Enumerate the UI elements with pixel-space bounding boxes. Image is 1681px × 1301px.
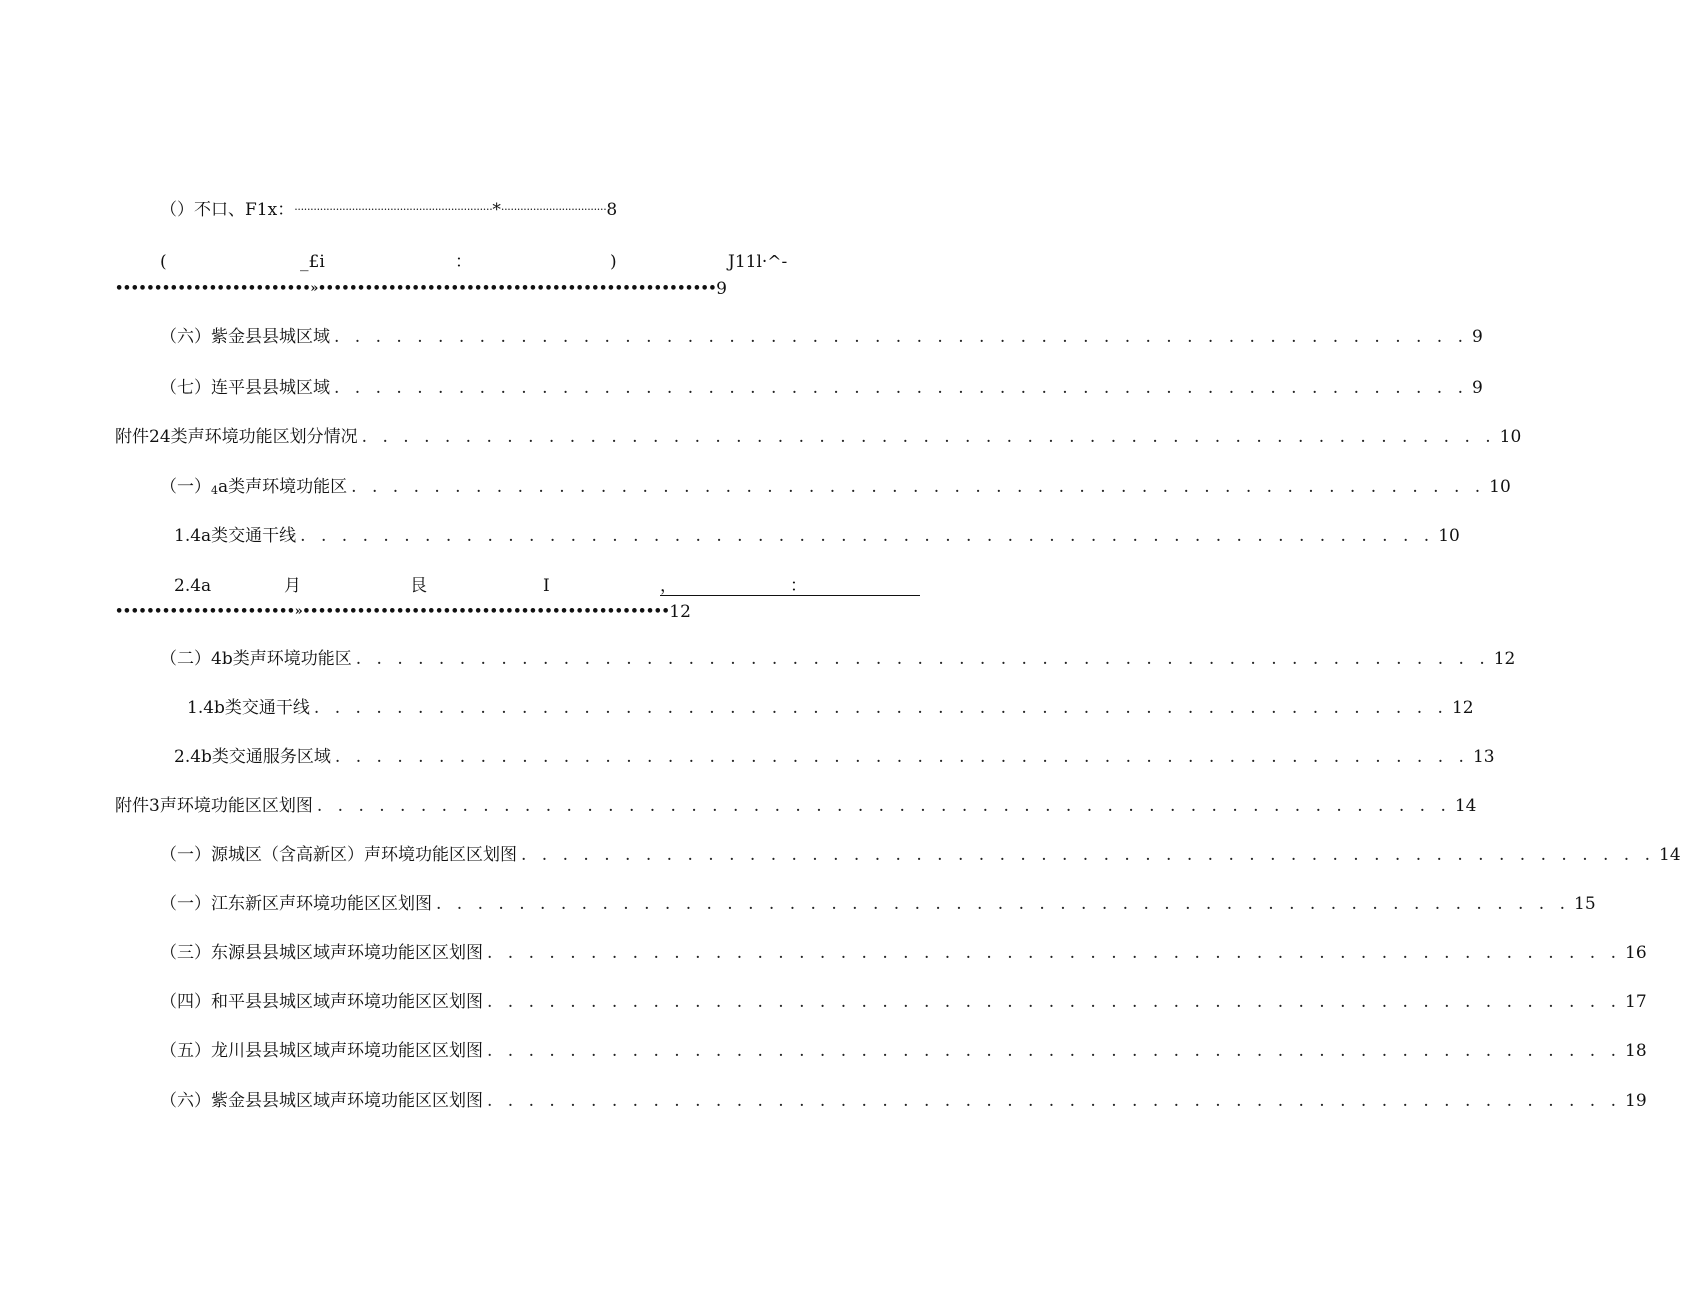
toc-page-number: 18 (1625, 1041, 1647, 1061)
toc-glyph: 艮 (410, 576, 427, 596)
toc-leader: . . . . . . . . . . . . . . . . . . . . . . . . . . . . . . . . . . . . . . . . . . . . . . . . . . . . . . . (334, 378, 1469, 398)
toc-label: （七）连平县县城区域 (160, 378, 330, 398)
toc-leader: . . . . . . . . . . . . . . . . . . . . . . . . . . . . . . . . . . . . . . . . . . . . . . . . . . . . . . . (361, 427, 1496, 447)
toc-label: （一）源城区（含高新区）声环境功能区区划图 (160, 845, 517, 865)
toc-entry (160, 378, 1483, 398)
toc-label: 附件3声环境功能区区划图 (115, 796, 313, 816)
toc-page-number: 12 (1451, 698, 1474, 718)
toc-leader: . . . . . . . . . . . . . . . . . . . . . . . . . . . . . . . . . . . . . . . . . . . . . . . . . . . . . . . (487, 992, 1622, 1012)
toc-leader: •••••••••••••••••••••••••»••••••••••••••••••••••••••••••••••••••••••••••••••• (115, 281, 717, 296)
toc-leader: . . . . . . . . . . . . . . . . . . . . . . . . . . . . . . . . . . . . . . . . . . . . . . . . . . . . . . . (487, 1091, 1622, 1111)
toc-entry (160, 1041, 1647, 1061)
toc-leader: . . . . . . . . . . . . . . . . . . . . . . . . . . . . . . . . . . . . . . . . . . . . . . . . . . . . . . . (355, 649, 1490, 669)
toc-label: 2.4a (174, 576, 212, 596)
toc-leader: . . . . . . . . . . . . . . . . . . . . . . . . . . . . . . . . . . . . . . . . . . . . . . . . . . . . . . . (487, 1041, 1622, 1061)
toc-label: 1.4a类交通干线 (174, 526, 297, 546)
underline-fill (660, 594, 920, 596)
toc-leader: ································· (500, 203, 607, 216)
toc-entry (160, 894, 1596, 914)
toc-entry (115, 427, 1522, 447)
toc-leader: . . . . . . . . . . . . . . . . . . . . . . . . . . . . . . . . . . . . . . . . . . . . . . . . . . . . . . . (316, 796, 1451, 816)
toc-entry (160, 327, 1483, 347)
toc-leader: . . . . . . . . . . . . . . . . . . . . . . . . . . . . . . . . . . . . . . . . . . . . . . . . . . . . . . . (521, 845, 1656, 865)
toc-entry (187, 698, 1474, 718)
toc-page-number: 9 (1472, 327, 1483, 347)
toc-label: 2.4b类交通服务区域 (174, 747, 331, 767)
toc-leader: . . . . . . . . . . . . . . . . . . . . . . . . . . . . . . . . . . . . . . . . . . . . . . . . . . . . . . . (436, 894, 1571, 914)
toc-entry (160, 1091, 1647, 1111)
toc-page-number: 12 (669, 602, 691, 622)
toc-leader: . . . . . . . . . . . . . . . . . . . . . . . . . . . . . . . . . . . . . . . . . . . . . . . . . . . . . . . (487, 943, 1622, 963)
toc-page-number: 16 (1625, 943, 1647, 963)
toc-row-garbled-1 (160, 200, 730, 220)
toc-leader: . . . . . . . . . . . . . . . . . . . . . . . . . . . . . . . . . . . . . . . . . . . . . . . . . . . . . . . (351, 477, 1486, 497)
toc-leader: . . . . . . . . . . . . . . . . . . . . . . . . . . . . . . . . . . . . . . . . . . . . . . . . . . . . . . . (300, 526, 1435, 546)
toc-label: （二）4b类声环境功能区 (160, 649, 352, 669)
toc-label: （三）东源县县城区域声环境功能区区划图 (160, 943, 483, 963)
toc-entry (160, 477, 1511, 501)
toc-glyph: ) (610, 252, 617, 272)
toc-label: （）不口、F1x： (160, 200, 295, 220)
toc-entry (174, 747, 1495, 767)
toc-label: （一）江东新区声环境功能区区划图 (160, 894, 432, 914)
toc-entry (115, 796, 1477, 816)
toc-page-number: 15 (1574, 894, 1596, 914)
toc-page-number: 17 (1625, 992, 1647, 1012)
toc-page-number: 12 (1493, 649, 1516, 669)
toc-page-number: 14 (1454, 796, 1477, 816)
toc-entry (160, 845, 1681, 865)
toc-entry (160, 992, 1647, 1012)
toc-page-number: 10 (1438, 526, 1460, 546)
toc-entry (174, 526, 1460, 546)
toc-row-garbled-1-cont (115, 279, 727, 299)
toc-entry (160, 649, 1516, 669)
toc-leader: . . . . . . . . . . . . . . . . . . . . . . . . . . . . . . . . . . . . . . . . . . . . . . . . . . . . . . . (334, 747, 1469, 767)
toc-label: （六）紫金县县城区域 (160, 327, 330, 347)
toc-entry (160, 943, 1647, 963)
toc-star: * (492, 200, 501, 220)
toc-label: 附件24类声环境功能区划分情况 (115, 427, 358, 447)
toc-row-garbled-2-cont (115, 602, 691, 622)
toc-page-number: 10 (1489, 477, 1511, 497)
toc-glyph: ， (660, 576, 677, 596)
toc-page-number: 14 (1659, 845, 1681, 865)
toc-glyph: ： (455, 252, 472, 272)
toc-page-number: 13 (1472, 747, 1495, 767)
toc-glyph: J11l·^- (728, 252, 788, 272)
toc-page-number: 9 (1472, 378, 1483, 398)
toc-page-number: 19 (1625, 1091, 1647, 1111)
toc-glyph: ： (790, 576, 807, 596)
toc-leader: •••••••••••••••••••••••»••••••••••••••••••••••••••••••••••••••••••••••• (115, 604, 670, 619)
toc-label: （四）和平县县城区域声环境功能区区划图 (160, 992, 483, 1012)
toc-label: 1.4b类交通干线 (187, 698, 310, 718)
toc-glyph: _£i (300, 252, 325, 272)
toc-label: （六）紫金县县城区域声环境功能区区划图 (160, 1091, 483, 1111)
toc-page-number: 9 (716, 279, 727, 299)
toc-page-number: 10 (1499, 427, 1522, 447)
toc-label: （五）龙川县县城区域声环境功能区区划图 (160, 1041, 483, 1061)
toc-leader: ······························································ (294, 203, 493, 216)
toc-glyph: 月 (284, 576, 301, 596)
toc-glyph: I (543, 576, 550, 596)
toc-page-number: 8 (606, 200, 618, 220)
toc-label: （一）4a类声环境功能区 (160, 477, 348, 497)
toc-leader: . . . . . . . . . . . . . . . . . . . . . . . . . . . . . . . . . . . . . . . . . . . . . . . . . . . . . . . (334, 327, 1469, 347)
toc-glyph: ( (160, 252, 167, 272)
toc-leader: . . . . . . . . . . . . . . . . . . . . . . . . . . . . . . . . . . . . . . . . . . . . . . . . . . . . . . . (313, 698, 1448, 718)
